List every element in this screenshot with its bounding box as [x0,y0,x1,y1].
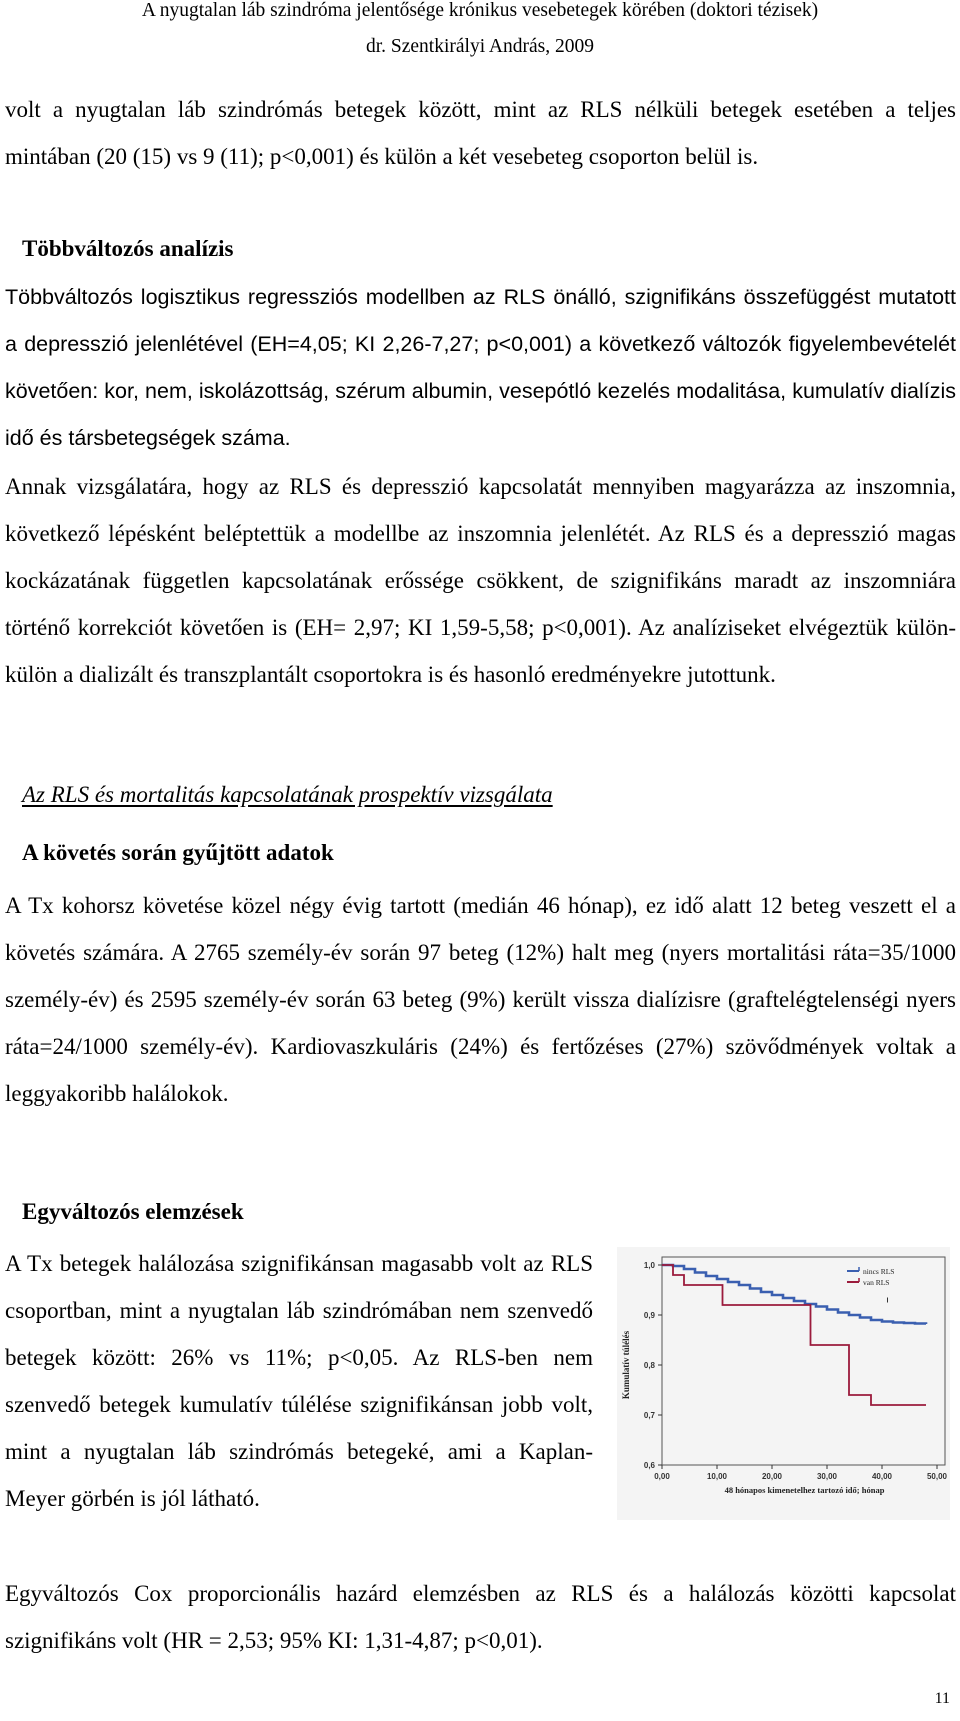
page-number: 11 [934,1690,950,1707]
paragraph-insomnia: Annak vizsgálatára, hogy az RLS és depresszió kapcsolatát mennyiben magyarázza az inszomnia, következő lépésként beléptettük a modellbe az inszomnia jelenlétét. Az RLS és a depresszió magas kockázatának független kapcsolatának erőssége csökkent, de szignifikáns maradt az inszomniára történő korrekciót követően is (EH= 2,97; KI 1,59-5,58; p<0,001). Az analíziseket elvégeztük külön-külön a dializált és transzplantált csoportokra is és hasonló eredményekre jutottunk. [5,474,956,687]
legend-label: nincs RLS [863,1267,895,1276]
y-tick-label: 0,9 [643,1311,655,1320]
heading-followup-data: A követés során gyűjtött adatok [22,840,334,865]
plot-frame [662,1257,945,1465]
heading-multivariate: Többváltozós analízis [22,236,234,261]
x-tick-label: 10,00 [706,1472,728,1481]
y-tick-label: 0,8 [643,1361,655,1370]
running-header-author: dr. Szentkirályi András, 2009 [365,36,594,57]
x-tick-label: 20,00 [761,1472,783,1481]
y-axis-label: Kumulatív túlélés [621,1330,631,1400]
paragraph-continuation: volt a nyugtalan láb szindrómás betegek között, mint az RLS nélküli betegek esetében a teljes mintában (20 (15) vs 9 (11); p<0,001) és külön a két vesebeteg csoporton belül is. [5,97,956,169]
paragraph-univariate: A Tx betegek halálozása szignifikánsan magasabb volt az RLS csoportban, mint a nyugtalan láb szindrómában nem szenvedő betegek között: 26% vs 11%; p<0,05. Az RLS-ben nem szenvedő betegek kumulatív túlélése szignifikánsan jobb volt, mint a nyugtalan láb szindrómás betegeké, ami a Kaplan-Meyer görbén is jól látható. [5,1251,593,1511]
y-tick-label: 0,7 [643,1411,655,1420]
x-tick-label: 30,00 [816,1472,838,1481]
x-tick-label: 40,00 [871,1472,893,1481]
running-header-title: A nyugtalan láb szindróma jelentősége krónikus vesebetegek körében (doktori tézisek) [141,0,819,21]
paragraph-multivariate: Többváltozós logisztikus regressziós modellben az RLS önálló, szignifikáns összefüggést mutatott a depresszió jelenlétével (EH=4,05; KI 2,26-7,27; p<0,001) a következő változók figyelembevételét követően: kor, nem, iskolázottság, szérum albumin, vesepótló kezelés modalitása, kumulatív dialízis idő és társbetegségek száma. [5,285,956,450]
x-axis-label: 48 hónapos kimenetelhez tartozó idő; hónap [724,1485,885,1495]
heading-prospective: Az RLS és mortalitás kapcsolatának prospektív vizsgálata [22,782,553,807]
y-tick-label: 0,6 [643,1461,655,1470]
kaplan-meier-chart [617,1247,950,1520]
paragraph-cox: Egyváltozós Cox proporcionális hazárd elemzésben az RLS és a halálozás közötti kapcsolat szignifikáns volt (HR = 2,53; 95% KI: 1,31-4,87; p<0,01). [5,1581,956,1653]
heading-univariate: Egyváltozós elemzések [22,1199,244,1224]
y-tick-label: 1,0 [643,1261,655,1270]
x-tick-label: 50,00 [926,1472,948,1481]
paragraph-followup: A Tx kohorsz követése közel négy évig tartott (medián 46 hónap), ez idő alatt 12 beteg veszett el a követés számára. A 2765 személy-év során 97 beteg (12%) halt meg (nyers mortalitási ráta=35/1000 személy-év) és 2595 személy-év során 63 beteg (9%) került vissza dialízisre (graftelégtelenségi nyers ráta=24/1000 személy-év). Kardiovaszkuláris (24%) és fertőzéses (27%) szövődmények voltak a leggyakoribb halálokok. [5,893,956,1106]
x-tick-label: 0,00 [654,1472,670,1481]
legend-label: van RLS [863,1278,890,1287]
